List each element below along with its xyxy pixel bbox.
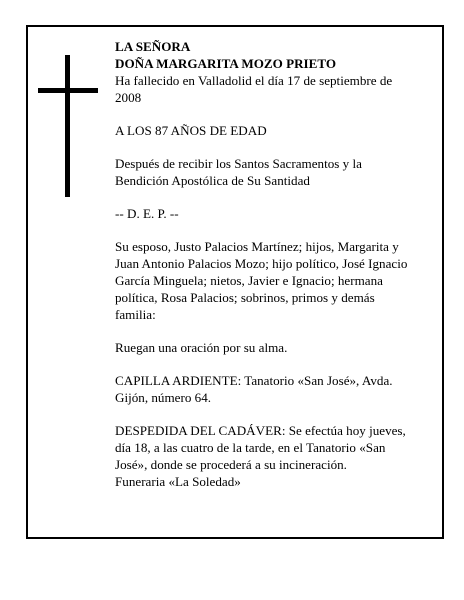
- death-year: 2008: [115, 90, 142, 105]
- family-line: Su esposo, Justo Palacios Martínez; hijos, Margarita y: [115, 239, 399, 254]
- family-line: familia:: [115, 307, 156, 322]
- family-line: Juan Antonio Palacios Mozo; hijo político, José Ignacio: [115, 256, 408, 271]
- cross-vertical-bar: [65, 55, 70, 197]
- honorific: LA SEÑORA: [115, 39, 191, 54]
- death-line: Ha fallecido en Valladolid el día 17 de septiembre de: [115, 73, 393, 88]
- farewell-line: José», donde se procederá a su incineración.: [115, 457, 347, 472]
- prayer-line: Ruegan una oración por su alma.: [115, 340, 288, 355]
- notice-text: [115, 38, 433, 490]
- family-line: García Minguela; nietos, Javier e Ignacio; hermana: [115, 273, 383, 288]
- cross-icon: [38, 55, 98, 197]
- funeral-home: Funeraria «La Soledad»: [115, 474, 241, 489]
- cross-horizontal-bar: [38, 88, 98, 93]
- sacraments-line: Bendición Apostólica de Su Santidad: [115, 173, 310, 188]
- age-line: A LOS 87 AÑOS DE EDAD: [115, 123, 267, 138]
- family-line: política, Rosa Palacios; sobrinos, primos y demás: [115, 290, 375, 305]
- sacraments-line: Después de recibir los Santos Sacramentos y la: [115, 156, 362, 171]
- chapel-line: Gijón, número 64.: [115, 390, 212, 405]
- deceased-name: DOÑA MARGARITA MOZO PRIETO: [115, 56, 337, 71]
- farewell-line: DESPEDIDA DEL CADÁVER: Se efectúa hoy jueves,: [115, 423, 406, 438]
- rip-line: -- D. E. P. --: [115, 206, 179, 221]
- farewell-line: día 18, a las cuatro de la tarde, en el Tanatorio «San: [115, 440, 386, 455]
- chapel-line: CAPILLA ARDIENTE: Tanatorio «San José», Avda.: [115, 373, 393, 388]
